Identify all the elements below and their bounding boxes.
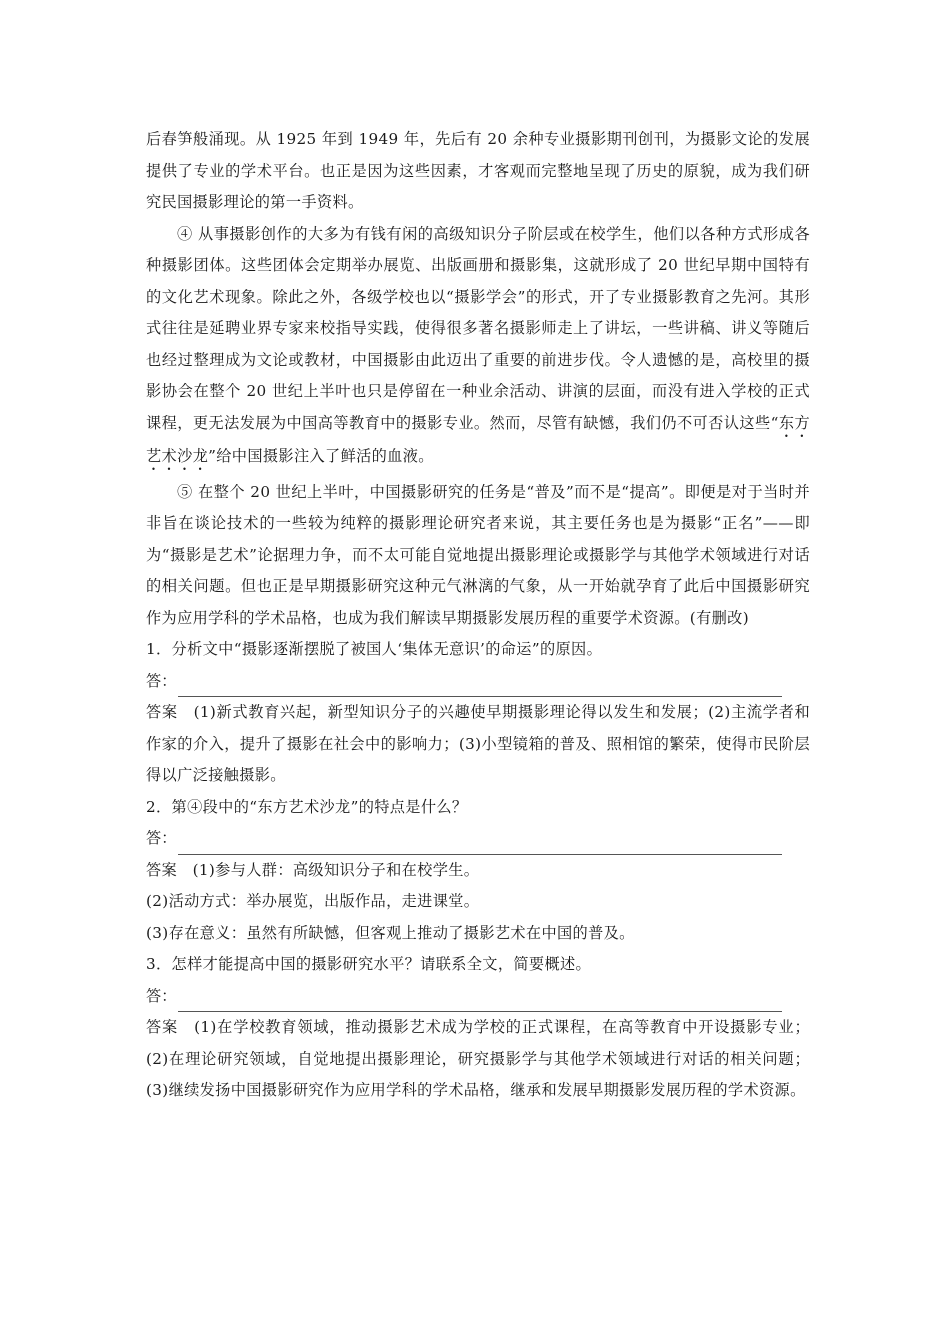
paragraph-4-text-a: ④ 从事摄影创作的大多为有钱有闲的高级知识分子阶层或在校学生，他们以各种方式形成各种摄影团体。这些团体会定期举办展览、出版画册和摄影集，这就形成了 20 世纪早期中国特有的文化艺术现象。除此之外，各级学校也以“摄影学会”的形式，开了专业摄影教育之先河。其形式往往是延聘业界专家来校指导实践，使得很多著名摄影师走上了讲坛，一些讲稿、讲义等随后也经过整理成为文论或教材，中国摄影由此迈出了重要的前进步伐。令人遗憾的是，高校里的摄影协会在整个 20 世纪上半叶也只是停留在一种业余活动、讲演的层面，而没有进入学校的正式课程，更无法发展为中国高等教育中的摄影专业。然而，尽管有缺憾，我们仍不可否认这些“ — [146, 224, 810, 432]
question-2: 2．第④段中的“东方艺术沙龙”的特点是什么？ — [146, 797, 468, 816]
answer-1: 答案 (1)新式教育兴起，新型知识分子的兴趣使早期摄影理论得以发生和发展；(2)主流学者和作家的介入，提升了摄影在社会中的影响力；(3)小型镜箱的普及、照相馆的繁荣，使得市民阶层得以广泛接触摄影。 — [146, 703, 810, 784]
answer-prefix: 答： — [146, 829, 177, 847]
answer-field-2[interactable] — [146, 823, 810, 855]
answer-blank-line — [178, 834, 782, 855]
paragraph-5: ⑤ 在整个 20 世纪上半叶，中国摄影研究的任务是“普及”而不是“提高”。即便是对于当时并非旨在谈论技术的一些较为纯粹的摄影理论研究者来说，其主要任务也是为摄影“正名”——即为“摄影是艺术”论据理力争，而不太可能自觉地提出摄影理论或摄影学与其他学术领域进行对话的相关问题。但也正是早期摄影研究这种元气淋漓的气象，从一开始就孕育了此后中国摄影研究作为应用学科的学术品格，也成为我们解读早期摄影发展历程的重要学术资源。(有删改) — [146, 482, 810, 627]
question-1: 1．分析文中“摄影逐渐摆脱了被国人‘集体无意识’的命运”的原因。 — [146, 640, 603, 658]
answer-2-line-3: (3)存在意义：虽然有所缺憾，但客观上推动了摄影艺术在中国的普及。 — [146, 923, 635, 942]
answer-2-line-1: 答案 (1)参与人群：高级知识分子和在校学生。 — [146, 860, 480, 879]
answer-blank-line — [178, 676, 782, 697]
emphasized-phrase: 东方艺术沙龙 — [146, 413, 810, 465]
answer-3: 答案 (1)在学校教育领域，推动摄影艺术成为学校的正式课程，在高等教育中开设摄影专业；(2)在理论研究领域，自觉地提出摄影理论，研究摄影学与其他学术领域进行对话的相关问题；(3)继续发扬中国摄影研究作为应用学科的学术品格，继承和发展早期摄影发展历程的学术资源。 — [146, 1018, 810, 1099]
answer-field-1[interactable] — [146, 666, 810, 698]
paragraph-4-text-b: ”给中国摄影注入了鲜活的血液。 — [208, 446, 434, 465]
answer-prefix: 答： — [146, 671, 177, 690]
answer-prefix: 答： — [146, 986, 177, 1005]
answer-field-3[interactable] — [146, 981, 810, 1013]
answer-blank-line — [178, 991, 782, 1012]
paragraph-3-continued: 后春笋般涌现。从 1925 年到 1949 年，先后有 20 余种专业摄影期刊创刊，为摄影文论的发展提供了专业的学术平台。也正是因为这些因素，才客观而完整地呈现了历史的原貌，成为我们研究民国摄影理论的第一手资料。 — [146, 130, 810, 211]
paragraph-4 — [146, 219, 810, 474]
answer-2-line-2: (2)活动方式：举办展览，出版作品，走进课堂。 — [146, 892, 480, 910]
document-page — [146, 124, 810, 1107]
question-3: 3．怎样才能提高中国的摄影研究水平？请联系全文，简要概述。 — [146, 955, 592, 973]
